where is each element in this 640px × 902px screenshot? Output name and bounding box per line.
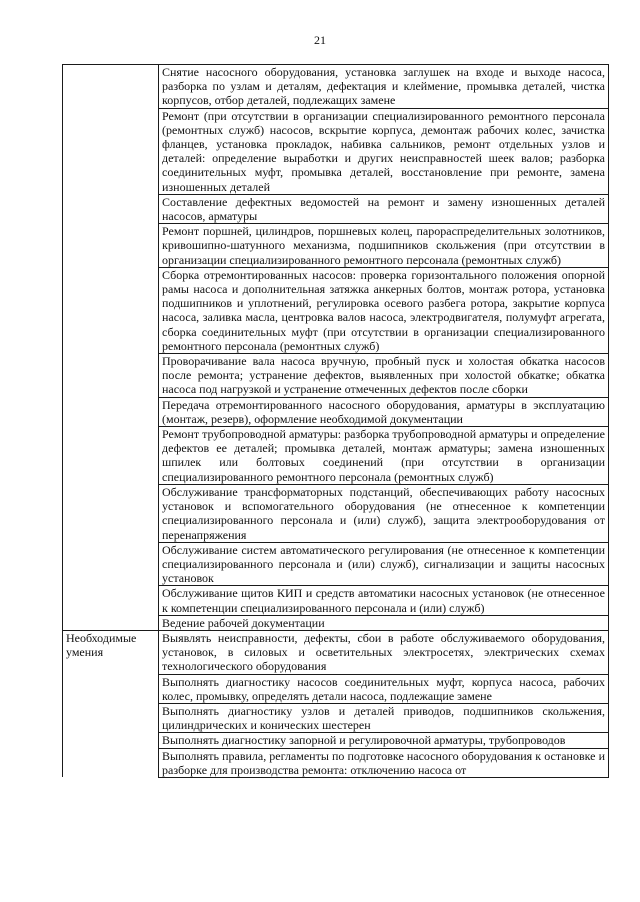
row-text: Обслуживание систем автоматического регулирования (не отнесенное к компетенции специализированного персонала и (или) служб), сигнализации и защиты насосных установок: [159, 542, 609, 586]
row-label: [63, 65, 159, 109]
table-row: [63, 748, 609, 777]
row-label: [63, 397, 159, 426]
row-label: [63, 194, 159, 223]
row-label: [63, 733, 159, 748]
row-label: [63, 484, 159, 542]
table-row: [63, 427, 609, 485]
table-row: [63, 615, 609, 630]
row-text: Выполнять правила, регламенты по подготовке насосного оборудования к остановке и разборке для производства ремонта: отключению насоса от: [159, 748, 609, 777]
row-text: Сборка отремонтированных насосов: проверка горизонтального положения опорной рамы насоса и дополнительная затяжка анкерных болтов, монтаж ротора, установка подшипников и уплотнений, регулировка осевого разбега ротора, закрытие корпуса насоса, заливка масла, центровка валов насоса, электродвигателя, полумуфт агрегата, сборка соединительных муфт (при отсутствии в организации специализированного ремонтного персонала (ремонтных служб): [159, 267, 609, 353]
table-row: [63, 354, 609, 398]
table-row: [63, 542, 609, 586]
table-row: [63, 630, 609, 674]
row-text: Выявлять неисправности, дефекты, сбои в работе обслуживаемого оборудования, установок, в силовых и осветительных электросетях, электрических схемах технологического оборудования: [159, 630, 609, 674]
table-row: [63, 484, 609, 542]
row-text: Составление дефектных ведомостей на ремонт и замену изношенных деталей насосов, арматуры: [159, 194, 609, 223]
page-number: 21: [314, 33, 326, 47]
table-row: [63, 194, 609, 223]
row-text: Ремонт трубопроводной арматуры: разборка трубопроводной арматуры и определение дефектов ее деталей; промывка деталей, монтаж арматуры; замена изношенных шпилек или болтовых соединений (при отсутствии в организации специализированного ремонтного персонала (ремонтных служб): [159, 427, 609, 485]
table-row: [63, 703, 609, 732]
table-row: [63, 65, 609, 109]
row-text: Обслуживание трансформаторных подстанций, обеспечивающих работу насосных установок и вспомогательного оборудования (не отнесенное к компетенции специализированного персонала и (или) служб), защита электрооборудования от перенапряжения: [159, 484, 609, 542]
table-row: [63, 674, 609, 703]
row-label: [63, 674, 159, 703]
row-label: [63, 542, 159, 586]
row-label: [63, 108, 159, 194]
section-label-skills: Необходимые умения: [63, 630, 159, 674]
row-text: Передача отремонтированного насосного оборудования, арматуры в эксплуатацию (монтаж, резерв), оформление необходимой документации: [159, 397, 609, 426]
row-label: [63, 586, 159, 615]
table-row: [63, 224, 609, 268]
table-row: [63, 108, 609, 194]
row-label: [63, 615, 159, 630]
row-label: [63, 703, 159, 732]
row-label: [63, 354, 159, 398]
row-text: Выполнять диагностику узлов и деталей приводов, подшипников скольжения, цилиндрических и конических шестерен: [159, 703, 609, 732]
table-row: [63, 267, 609, 353]
row-text: Ведение рабочей документации: [159, 615, 609, 630]
row-text: Обслуживание щитов КИП и средств автоматики насосных установок (не отнесенное к компетенции специализированного персонала и (или) служб): [159, 586, 609, 615]
row-text: Проворачивание вала насоса вручную, пробный пуск и холостая обкатка насосов после ремонта; устранение дефектов, выявленных при холостой обкатке; обкатка насоса под нагрузкой и устранение отмеченных дефектов после сборки: [159, 354, 609, 398]
row-label: [63, 224, 159, 268]
row-label: [63, 267, 159, 353]
row-label: [63, 748, 159, 777]
table-row: [63, 733, 609, 748]
row-label: [63, 427, 159, 485]
table-row: [63, 586, 609, 615]
table-row: [63, 397, 609, 426]
labor-functions-table: [62, 64, 609, 778]
row-text: Ремонт поршней, цилиндров, поршневых колец, парораспределительных золотников, кривошипно-шатунного механизма, подшипников скольжения (при отсутствии в организации специализированного ремонтного персонала (ремонтных служб): [159, 224, 609, 268]
row-text: Снятие насосного оборудования, установка заглушек на входе и выходе насоса, разборка по узлам и деталям, дефектация и клеймение, промывка деталей, чистка корпусов, отбор деталей, подлежащих замене: [159, 65, 609, 109]
row-text: Выполнять диагностику запорной и регулировочной арматуры, трубопроводов: [159, 733, 609, 748]
row-text: Ремонт (при отсутствии в организации специализированного ремонтного персонала (ремонтных служб) насосов, вскрытие корпуса, демонтаж рабочих колес, зачистка фланцев, установка прокладок, набивка сальников, ремонт отдельных узлов и деталей: определение выработки и других неисправностей шеек валов; разборка соединительных муфт, промывка деталей, восстановление при ремонте, замена изношенных деталей: [159, 108, 609, 194]
row-text: Выполнять диагностику насосов соединительных муфт, корпуса насоса, рабочих колес, промывку, определять детали насоса, подлежащие замене: [159, 674, 609, 703]
